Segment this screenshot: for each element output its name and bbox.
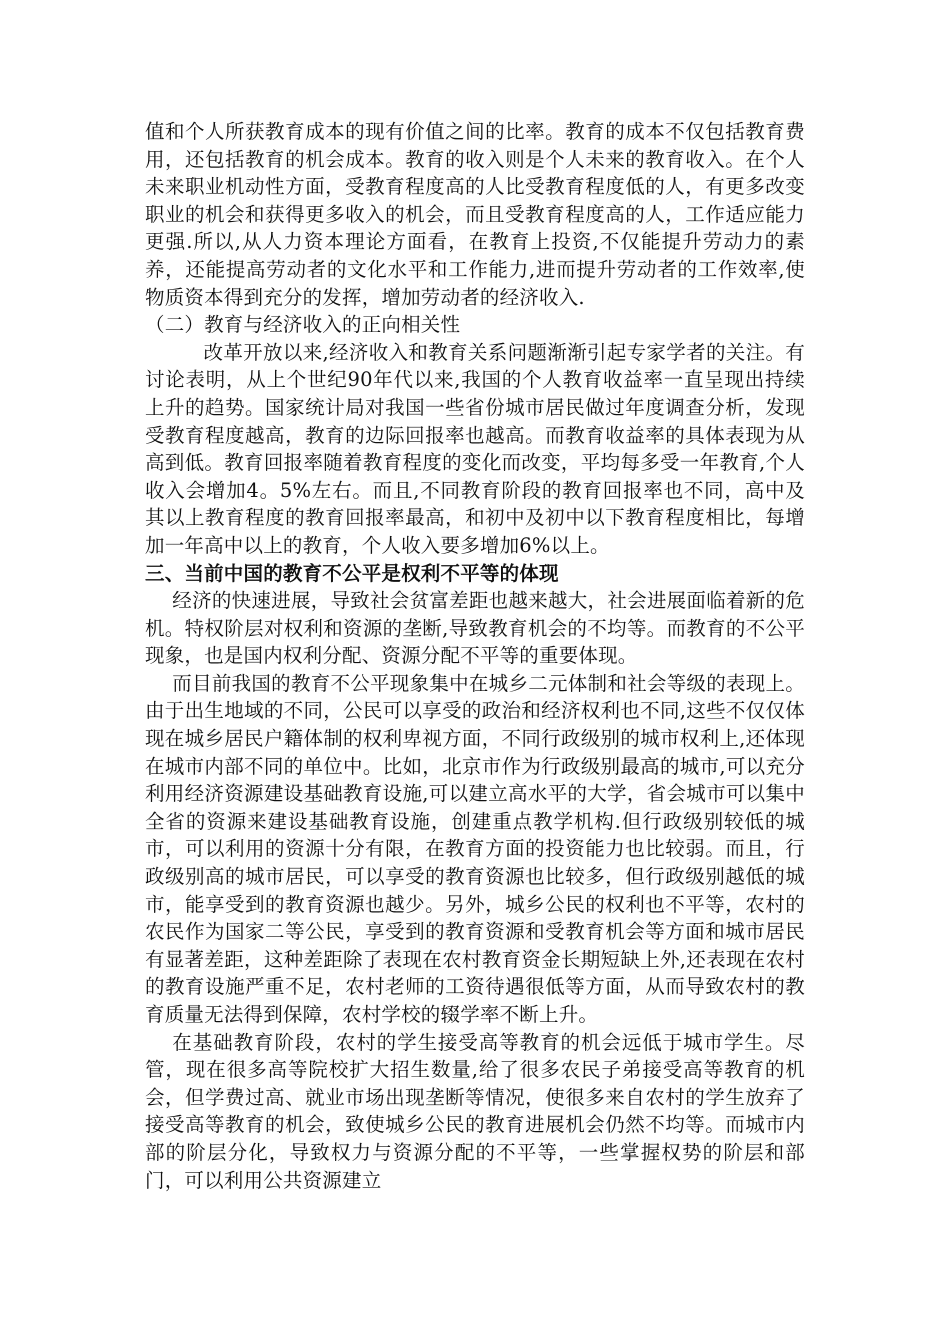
subheading-education-income-correlation: （二）教育与经济收入的正向相关性 [145, 313, 461, 337]
section-heading-three: 三、当前中国的教育不公平是权利不平等的体现 [145, 561, 559, 585]
paragraph-higher-education-access: 在基础教育阶段，农村的学生接受高等教育的机会远低于城市学生。尽管，现在很多高等院校扩大招生数量,给了很多农民子弟接受高等教育的机会，但学费过高、就业市场出现垄断等情况，使很多来自农村的学生放弃了接受高等教育的机会，致使城乡公民的教育进展机会仍然不均等。而城市内部的阶层分化，导致权力与资源分配的不平等，一些掌握权势的阶层和部门，可以利用公共资源建立 [145, 1030, 805, 1192]
document-body [145, 118, 805, 1194]
paragraph-education-return-rate: 改革开放以来,经济收入和教育关系问题渐渐引起专家学者的关注。有讨论表明，从上个世纪90年代以来,我国的个人教育收益率一直呈现出持续上升的趋势。国家统计局对我国一些省份城市居民做过年度调查分析，发现受教育程度越高，教育的边际回报率也越高。而教育收益率的具体表现为从高到低。教育回报率随着教育程度的变化而改变，平均每多受一年教育,个人收入会增加4。5%左右。而且,不同教育阶段的教育回报率也不同，高中及其以上教育程度的教育回报率最高，和初中及初中以下教育程度相比，每增加一年高中以上的教育，个人收入要多增加6%以上。 [145, 340, 805, 557]
paragraph-social-crisis: 经济的快速进展，导致社会贫富差距也越来越大，社会进展面临着新的危机。特权阶层对权利和资源的垄断,导致教育机会的不均等。而教育的不公平现象，也是国内权利分配、资源分配不平等的重要体现。 [145, 589, 805, 668]
paragraph-education-cost: 值和个人所获教育成本的现有价值之间的比率。教育的成本不仅包括教育费用，还包括教育的机会成本。教育的收入则是个人未来的教育收入。在个人未来职业机动性方面，受教育程度高的人比受教育程度低的人，有更多改变职业的机会和获得更多收入的机会，而且受教育程度高的人，工作适应能力更强.所以,从人力资本理论方面看，在教育上投资,不仅能提升劳动力的素养，还能提高劳动者的文化水平和工作能力,进而提升劳动者的工作效率,使物质资本得到充分的发挥，增加劳动者的经济收入. [145, 120, 805, 309]
paragraph-urban-rural-inequality: 而目前我国的教育不公平现象集中在城乡二元体制和社会等级的表现上。由于出生地域的不同，公民可以享受的政治和经济权利也不同,这些不仅仅体现在城乡居民户籍体制的权利卑视方面，不同行政级别的城市权利上,还体现在城市内部不同的单位中。比如，北京市作为行政级别最高的城市,可以充分利用经济资源建设基础教育设施,可以建立高水平的大学，省会城市可以集中全省的资源来建设基础教育设施，创建重点教学机构.但行政级别较低的城市，可以利用的资源十分有限，在教育方面的投资能力也比较弱。而且，行政级别高的城市居民，可以享受的教育资源也比较多，但行政级别越低的城市，能享受到的教育资源也越少。另外，城乡公民的权利也不平等，农村的农民作为国家二等公民，享受到的教育资源和受教育机会等方面和城市居民有显著差距，这种差距除了表现在农村教育资金长期短缺上外,还表现在农村的教育设施严重不足，农村老师的工资待遇很低等方面，从而导致农村的教育质量无法得到保障，农村学校的辍学率不断上升。 [145, 671, 805, 1026]
